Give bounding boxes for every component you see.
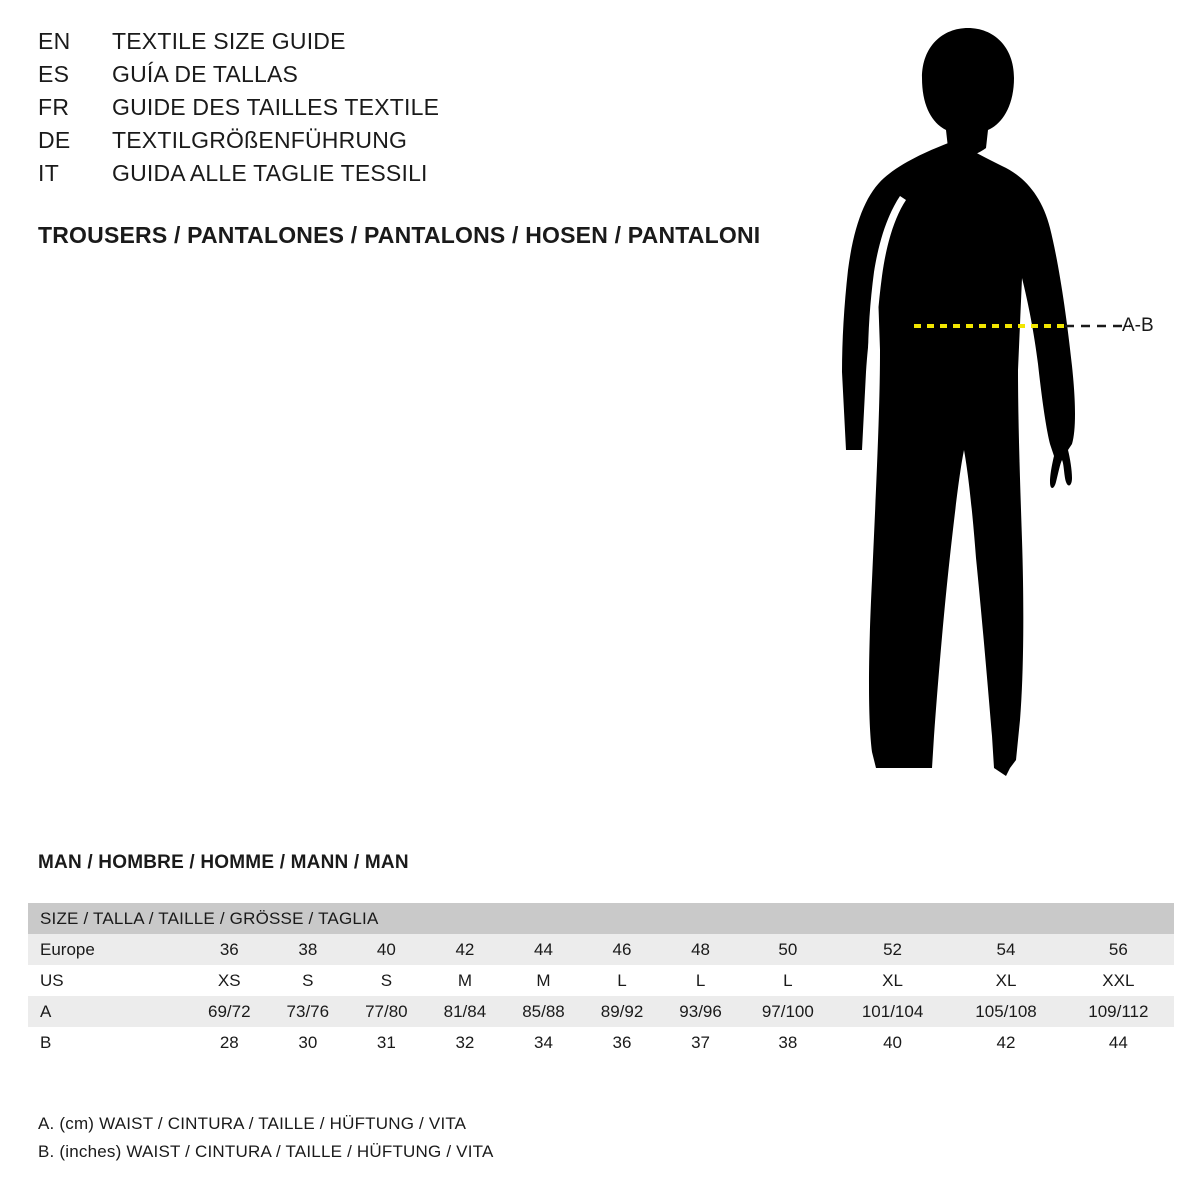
table-row [28, 934, 1174, 965]
language-row [38, 94, 798, 127]
table-cell: 44 [504, 934, 583, 965]
measure-label-ab: A-B [1122, 315, 1154, 336]
table-cell: 38 [269, 934, 348, 965]
table-cell: 46 [583, 934, 662, 965]
table-cell: 73/76 [269, 996, 348, 1027]
table-cell: XXL [1063, 965, 1174, 996]
language-code: IT [38, 160, 60, 186]
footnote-b: B. (inches) WAIST / CINTURA / TAILLE / HÜFTUNG / VITA [38, 1142, 494, 1161]
language-row [38, 160, 798, 193]
table-cell: 36 [583, 1027, 662, 1058]
table-cell: L [583, 965, 662, 996]
language-title-list [38, 28, 798, 193]
table-cell: 37 [661, 1027, 740, 1058]
table-cell: 50 [740, 934, 836, 965]
table-caption: MAN / HOMBRE / HOMME / MANN / MAN [38, 852, 409, 873]
table-cell: 93/96 [661, 996, 740, 1027]
table-cell: 44 [1063, 1027, 1174, 1058]
table-cell: XL [949, 965, 1062, 996]
language-title: GUIDA ALLE TAGLIE TESSILI [112, 160, 428, 186]
table-cell: 40 [347, 934, 426, 965]
table-cell: 109/112 [1063, 996, 1174, 1027]
table-header-label: SIZE / TALLA / TAILLE / GRÖSSE / TAGLIA [28, 903, 1174, 934]
table-cell: S [347, 965, 426, 996]
language-code: EN [38, 28, 71, 54]
page-title: TROUSERS / PANTALONES / PANTALONS / HOSEN / PANTALONI [38, 222, 761, 248]
row-label: B [28, 1027, 190, 1058]
table-cell: 40 [836, 1027, 949, 1058]
table-cell: 32 [426, 1027, 505, 1058]
man-silhouette-figure [810, 20, 1190, 810]
table-cell: 54 [949, 934, 1062, 965]
table-cell: 81/84 [426, 996, 505, 1027]
row-label: A [28, 996, 190, 1027]
table-cell: 48 [661, 934, 740, 965]
language-title: GUÍA DE TALLAS [112, 61, 299, 87]
table-cell: L [740, 965, 836, 996]
table-cell: 69/72 [190, 996, 269, 1027]
table-cell: M [426, 965, 505, 996]
table-cell: M [504, 965, 583, 996]
size-table [28, 903, 1174, 1058]
table-header-row [28, 903, 1174, 934]
language-title: TEXTILGRÖßENFÜHRUNG [112, 127, 408, 153]
table-cell: 77/80 [347, 996, 426, 1027]
table-cell: 30 [269, 1027, 348, 1058]
footnote-a: A. (cm) WAIST / CINTURA / TAILLE / HÜFTUNG / VITA [38, 1114, 467, 1133]
table-cell: 31 [347, 1027, 426, 1058]
language-title: TEXTILE SIZE GUIDE [112, 28, 346, 54]
language-row [38, 127, 798, 160]
language-code: DE [38, 127, 71, 153]
row-label: US [28, 965, 190, 996]
table-cell: 52 [836, 934, 949, 965]
table-cell: XS [190, 965, 269, 996]
table-row [28, 996, 1174, 1027]
table-cell: S [269, 965, 348, 996]
language-code: ES [38, 61, 70, 87]
table-cell: 101/104 [836, 996, 949, 1027]
table-cell: 42 [426, 934, 505, 965]
language-title: GUIDE DES TAILLES TEXTILE [112, 94, 440, 120]
language-code: FR [38, 94, 70, 120]
language-row [38, 28, 798, 61]
table-cell: XL [836, 965, 949, 996]
table-cell: 97/100 [740, 996, 836, 1027]
language-row [38, 61, 798, 94]
table-cell: 56 [1063, 934, 1174, 965]
table-cell: 36 [190, 934, 269, 965]
table-row [28, 1027, 1174, 1058]
table-row [28, 965, 1174, 996]
table-cell: 89/92 [583, 996, 662, 1027]
table-cell: 34 [504, 1027, 583, 1058]
table-cell: 85/88 [504, 996, 583, 1027]
table-cell: 42 [949, 1027, 1062, 1058]
table-cell: 28 [190, 1027, 269, 1058]
row-label: Europe [28, 934, 190, 965]
table-cell: L [661, 965, 740, 996]
footnotes [38, 1110, 494, 1166]
table-cell: 38 [740, 1027, 836, 1058]
table-cell: 105/108 [949, 996, 1062, 1027]
